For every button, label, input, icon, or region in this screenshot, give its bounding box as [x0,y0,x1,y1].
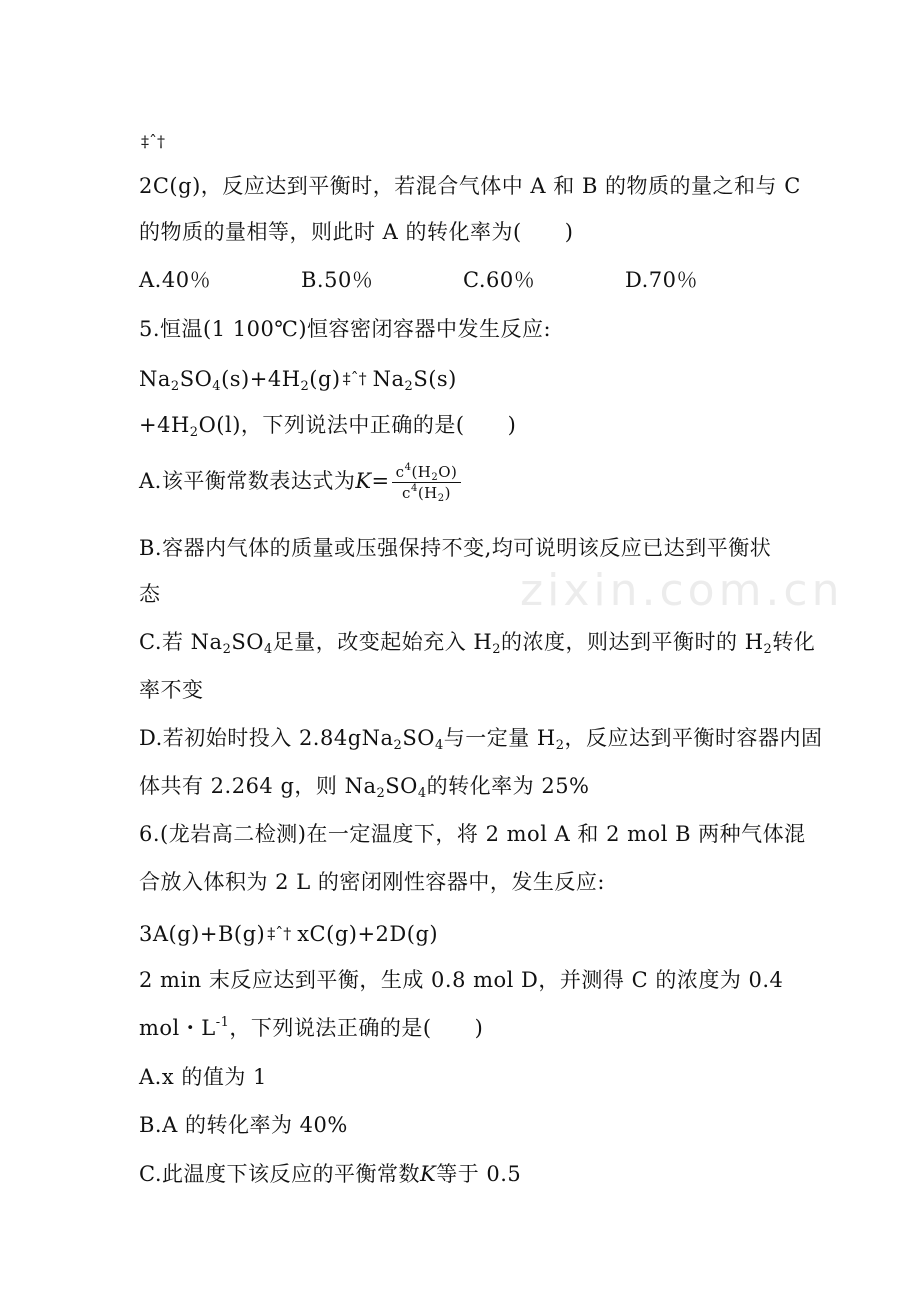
q5-option-a: A.该平衡常数表达式为K= $\frac{c^4(H_2O)}{c^4(H_2)}$ [139,462,461,503]
q5-stem: 5.恒温(1 100℃)恒容密闭容器中发生反应: [139,317,552,341]
watermark: zixin.com.cn [520,565,844,616]
q6-stem-line1: 6.(龙岩高二检测)在一定温度下，将 2 mol A 和 2 mol B 两种气体混 [139,822,806,846]
q5-option-c-line1: C.若 $Na_2SO_4$足量，改变起始充入 $H_2$的浓度，则达到平衡时的 $H_2$转化 [139,630,816,657]
equilibrium-arrow-icon: ‡ˆ† [342,369,367,388]
equilibrium-constant-fraction: $\frac{c^4(H_2O)}{c^4(H_2)}$ [392,462,462,503]
q6-equation: 3A(g)+B(g) ‡ˆ† xC(g)+2D(g) [139,922,439,946]
q4-option-c: C.60％ [463,268,536,292]
q5-option-d-line1: D.若初始时投入 $2.84gNa_2SO_4$与一定量 $H_2$，反应达到平衡时容器内固 [139,726,823,753]
q4-arrow-line [139,128,171,156]
q5-line2: $+4H_2O(l)$，下列说法中正确的是( ) [139,413,517,440]
q6-option-a: A.x 的值为 1 [139,1065,267,1089]
q6-line5: mol・$L^{-1}$，下列说法正确的是( ) [139,1015,484,1040]
q4-option-a: A.40％ [139,268,212,292]
q5-option-d-line2: 体共有 2.264 g，则 $Na_2SO_4$的转化率为 25% [139,774,590,801]
q5-option-b-line1: B.容器内气体的质量或压强保持不变,均可说明该反应已达到平衡状 [139,536,772,560]
q6-option-c: C.此温度下该反应的平衡常数K等于 0.5 [139,1162,522,1186]
q6-option-b: B.A 的转化率为 40% [139,1113,348,1137]
q4-options [139,266,839,294]
q4-line1: 2C(g)，反应达到平衡时，若混合气体中 A 和 B 的物质的量之和与 C [139,174,801,198]
q4-line2: 的物质的量相等，则此时 A 的转化率为( ) [139,220,574,244]
q5-option-c-line2: 率不变 [139,678,204,702]
q5-option-b-line2: 态 [139,582,161,606]
equilibrium-arrow-icon: ‡ˆ† [267,924,292,943]
equilibrium-arrow-icon: ‡ˆ† [141,132,165,151]
q5-equation: $Na_2SO_4(s)+4H_2(g)$ ‡ˆ† $Na_2S(s)$ [139,367,457,394]
q6-line4: 2 min 末反应达到平衡，生成 0.8 mol D，并测得 C 的浓度为 0.4 [139,968,784,992]
q4-option-b: B.50％ [301,268,374,292]
q6-stem-line2: 合放入体积为 2 L 的密闭刚性容器中，发生反应: [139,870,605,894]
q4-option-d: D.70％ [625,268,698,292]
